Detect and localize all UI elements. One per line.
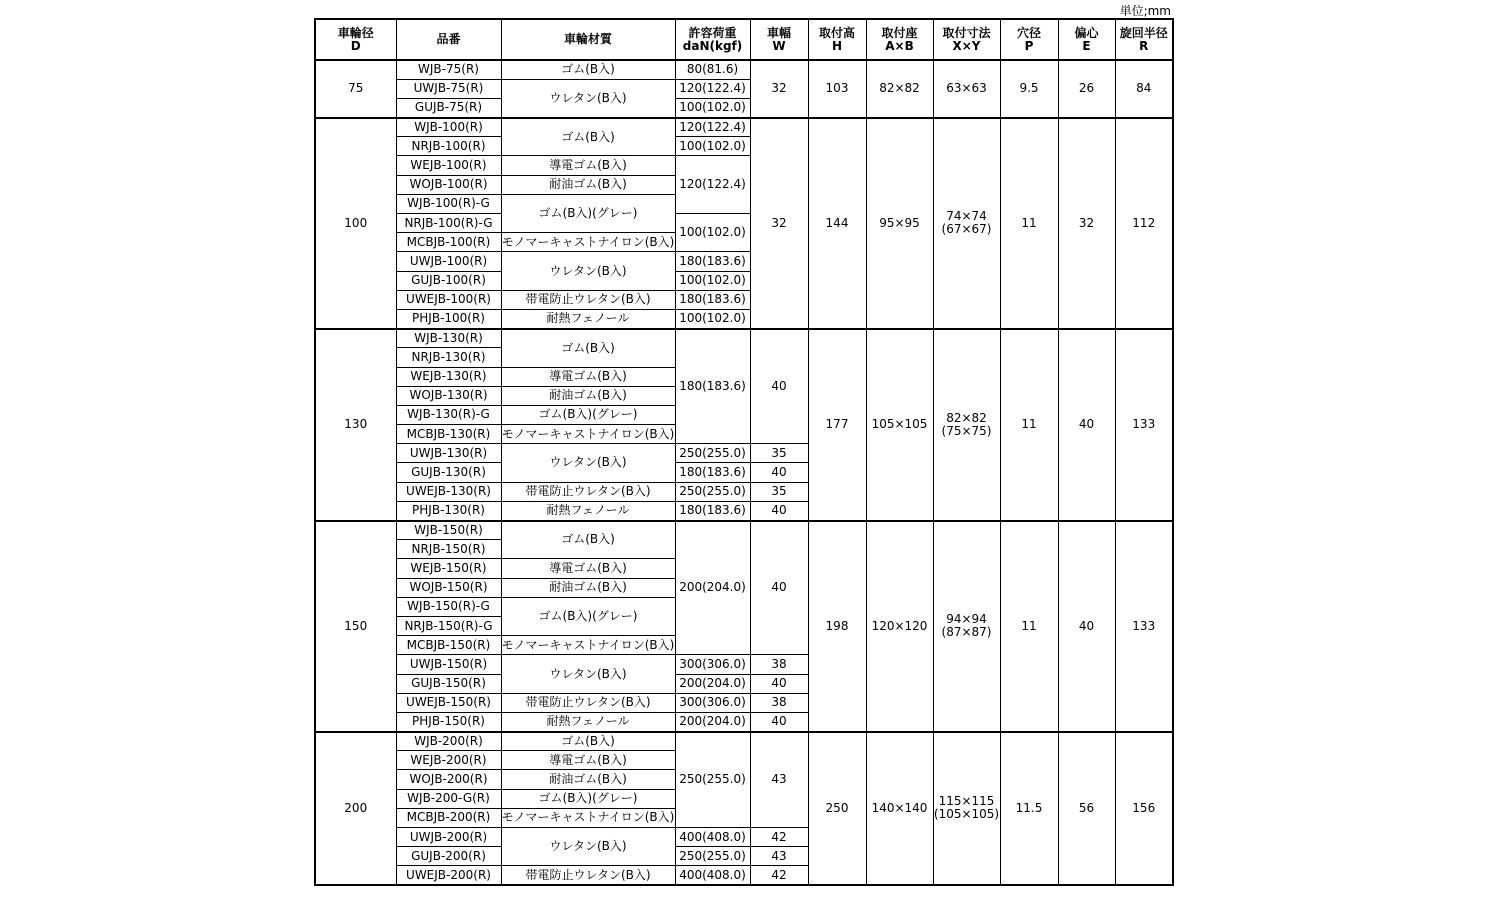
part-number-cell: WOJB-150(R) [396, 578, 501, 597]
mount-height-cell: 103 [808, 60, 866, 118]
mount-dimension-line: 82×82 [946, 410, 987, 425]
load-cell: 80(81.6) [675, 60, 750, 79]
material-cell: ゴム(B入)(グレー) [501, 597, 675, 635]
load-cell: 180(183.6) [675, 252, 750, 271]
load-cell: 100(102.0) [675, 309, 750, 328]
part-number-cell: WEJB-100(R) [396, 156, 501, 175]
swivel-radius-cell: 112 [1115, 118, 1173, 329]
material-cell: モノマーキャストナイロン(B入) [501, 425, 675, 444]
load-cell: 100(102.0) [675, 271, 750, 290]
mount-dimensions-cell [933, 732, 1000, 886]
part-number-cell: PHJB-130(R) [396, 501, 501, 520]
swivel-radius-cell: 156 [1115, 732, 1173, 886]
part-number-cell: NRJB-130(R) [396, 348, 501, 367]
width-cell: 42 [750, 828, 808, 847]
part-number-cell: GUJB-75(R) [396, 98, 501, 117]
offset-cell: 40 [1058, 521, 1115, 732]
material-cell: ウレタン(B入) [501, 655, 675, 693]
wheel-diameter-cell: 75 [315, 60, 396, 118]
caster-spec-table [314, 18, 1174, 886]
mount-plate-cell: 95×95 [866, 118, 933, 329]
width-cell: 32 [750, 60, 808, 118]
part-number-cell: NRJB-150(R)-G [396, 616, 501, 635]
load-cell: 180(183.6) [675, 463, 750, 482]
header-mount-plate: 取付座 A×B [866, 19, 933, 60]
material-cell: 耐油ゴム(B入) [501, 175, 675, 194]
wheel-diameter-cell: 130 [315, 329, 396, 521]
mount-dimension-line: 94×94 [946, 612, 987, 627]
part-number-cell: WOJB-130(R) [396, 386, 501, 405]
load-cell: 300(306.0) [675, 693, 750, 712]
material-cell: ゴム(B入)(グレー) [501, 194, 675, 232]
width-cell: 42 [750, 866, 808, 885]
width-cell: 35 [750, 444, 808, 463]
hole-diameter-cell: 9.5 [1000, 60, 1058, 118]
material-cell: 帯電防止ウレタン(B入) [501, 482, 675, 501]
material-cell: モノマーキャストナイロン(B入) [501, 636, 675, 655]
header-mount-height: 取付高 H [808, 19, 866, 60]
part-number-cell: MCBJB-100(R) [396, 233, 501, 252]
table-body [315, 60, 1173, 885]
table-row [315, 118, 1173, 137]
width-cell: 40 [750, 712, 808, 731]
mount-dimension-line: (105×105) [933, 807, 1000, 822]
width-cell: 38 [750, 693, 808, 712]
load-cell: 180(183.6) [675, 501, 750, 520]
header-wheel-diameter: 車輪径 D [315, 19, 396, 60]
width-cell: 43 [750, 847, 808, 866]
load-cell: 250(255.0) [675, 732, 750, 828]
load-cell: 250(255.0) [675, 482, 750, 501]
material-cell: ゴム(B入) [501, 329, 675, 367]
part-number-cell: NRJB-150(R) [396, 540, 501, 559]
mount-height-cell: 144 [808, 118, 866, 329]
material-cell: 導電ゴム(B入) [501, 559, 675, 578]
mount-height-cell: 177 [808, 329, 866, 521]
load-cell: 180(183.6) [675, 290, 750, 309]
part-number-cell: WEJB-200(R) [396, 751, 501, 770]
mount-dimensions-cell [933, 118, 1000, 329]
width-cell: 40 [750, 463, 808, 482]
load-cell: 400(408.0) [675, 828, 750, 847]
load-cell: 200(204.0) [675, 674, 750, 693]
load-cell: 200(204.0) [675, 712, 750, 731]
width-cell: 38 [750, 655, 808, 674]
part-number-cell: NRJB-100(R) [396, 137, 501, 156]
material-cell: 帯電防止ウレタン(B入) [501, 866, 675, 885]
mount-dimension-line: (75×75) [941, 423, 992, 438]
part-number-cell: WOJB-100(R) [396, 175, 501, 194]
mount-dimension-line: (67×67) [941, 222, 992, 237]
material-cell: ウレタン(B入) [501, 444, 675, 482]
load-cell: 300(306.0) [675, 655, 750, 674]
header-allowable-load: 許容荷重 daN(kgf) [675, 19, 750, 60]
part-number-cell: WEJB-130(R) [396, 367, 501, 386]
offset-cell: 40 [1058, 329, 1115, 521]
material-cell: 耐熱フェノール [501, 309, 675, 328]
width-cell: 40 [750, 674, 808, 693]
part-number-cell: UWJB-100(R) [396, 252, 501, 271]
material-cell: ウレタン(B入) [501, 828, 675, 866]
table-row [315, 329, 1173, 348]
load-cell: 250(255.0) [675, 847, 750, 866]
load-cell: 100(102.0) [675, 214, 750, 252]
material-cell: 帯電防止ウレタン(B入) [501, 693, 675, 712]
part-number-cell: PHJB-100(R) [396, 309, 501, 328]
part-number-cell: WEJB-150(R) [396, 559, 501, 578]
part-number-cell: UWJB-75(R) [396, 79, 501, 98]
width-cell: 35 [750, 482, 808, 501]
part-number-cell: GUJB-100(R) [396, 271, 501, 290]
part-number-cell: WJB-130(R) [396, 329, 501, 348]
load-cell: 200(204.0) [675, 521, 750, 655]
load-cell: 120(122.4) [675, 156, 750, 214]
material-cell: 耐熱フェノール [501, 501, 675, 520]
material-cell: 導電ゴム(B入) [501, 751, 675, 770]
width-cell: 32 [750, 118, 808, 329]
part-number-cell: GUJB-150(R) [396, 674, 501, 693]
material-cell: 帯電防止ウレタン(B入) [501, 290, 675, 309]
load-cell: 100(102.0) [675, 137, 750, 156]
material-cell: 耐油ゴム(B入) [501, 386, 675, 405]
hole-diameter-cell: 11.5 [1000, 732, 1058, 886]
material-cell: 耐油ゴム(B入) [501, 578, 675, 597]
part-number-cell: WOJB-200(R) [396, 770, 501, 789]
header-swivel-radius: 旋回半径 R [1115, 19, 1173, 60]
material-cell: 耐熱フェノール [501, 712, 675, 731]
part-number-cell: UWEJB-200(R) [396, 866, 501, 885]
header-mount-dimensions: 取付寸法 X×Y [933, 19, 1000, 60]
header-offset: 偏心 E [1058, 19, 1115, 60]
part-number-cell: GUJB-200(R) [396, 847, 501, 866]
load-cell: 120(122.4) [675, 118, 750, 137]
part-number-cell: UWJB-130(R) [396, 444, 501, 463]
material-cell: 導電ゴム(B入) [501, 367, 675, 386]
mount-dimension-line: (87×87) [941, 625, 992, 640]
wheel-diameter-cell: 150 [315, 521, 396, 732]
mount-height-cell: 250 [808, 732, 866, 886]
width-cell: 40 [750, 329, 808, 444]
part-number-cell: MCBJB-200(R) [396, 808, 501, 827]
part-number-cell: GUJB-130(R) [396, 463, 501, 482]
material-cell: モノマーキャストナイロン(B入) [501, 233, 675, 252]
mount-plate-cell: 140×140 [866, 732, 933, 886]
offset-cell: 56 [1058, 732, 1115, 886]
material-cell: 耐油ゴム(B入) [501, 770, 675, 789]
load-cell: 400(408.0) [675, 866, 750, 885]
mount-plate-cell: 105×105 [866, 329, 933, 521]
part-number-cell: UWEJB-100(R) [396, 290, 501, 309]
mount-dimensions-cell [933, 329, 1000, 521]
mount-dimension-line: 63×63 [946, 81, 987, 96]
part-number-cell: PHJB-150(R) [396, 712, 501, 731]
material-cell: 導電ゴム(B入) [501, 156, 675, 175]
wheel-diameter-cell: 100 [315, 118, 396, 329]
header-row [315, 19, 1173, 60]
material-cell: ゴム(B入)(グレー) [501, 405, 675, 424]
material-cell: ゴム(B入) [501, 521, 675, 559]
part-number-cell: UWJB-200(R) [396, 828, 501, 847]
part-number-cell: UWJB-150(R) [396, 655, 501, 674]
part-number-cell: WJB-200-G(R) [396, 789, 501, 808]
table-row [315, 521, 1173, 540]
part-number-cell: MCBJB-130(R) [396, 425, 501, 444]
part-number-cell: UWEJB-150(R) [396, 693, 501, 712]
mount-height-cell: 198 [808, 521, 866, 732]
mount-dimensions-cell [933, 60, 1000, 118]
width-cell: 43 [750, 732, 808, 828]
part-number-cell: MCBJB-150(R) [396, 636, 501, 655]
mount-plate-cell: 82×82 [866, 60, 933, 118]
part-number-cell: WJB-75(R) [396, 60, 501, 79]
header-wheel-width: 車幅 W [750, 19, 808, 60]
material-cell: ウレタン(B入) [501, 79, 675, 117]
mount-plate-cell: 120×120 [866, 521, 933, 732]
material-cell: ゴム(B入)(グレー) [501, 789, 675, 808]
part-number-cell: WJB-100(R)-G [396, 194, 501, 213]
hole-diameter-cell: 11 [1000, 118, 1058, 329]
mount-dimension-line: 74×74 [946, 209, 987, 224]
mount-dimension-line: 115×115 [938, 794, 995, 809]
mount-dimensions-cell [933, 521, 1000, 732]
hole-diameter-cell: 11 [1000, 329, 1058, 521]
part-number-cell: WJB-130(R)-G [396, 405, 501, 424]
swivel-radius-cell: 133 [1115, 521, 1173, 732]
load-cell: 100(102.0) [675, 98, 750, 117]
load-cell: 120(122.4) [675, 79, 750, 98]
part-number-cell: WJB-150(R) [396, 521, 501, 540]
offset-cell: 32 [1058, 118, 1115, 329]
wheel-diameter-cell: 200 [315, 732, 396, 886]
part-number-cell: UWEJB-130(R) [396, 482, 501, 501]
header-hole-diameter: 穴径 P [1000, 19, 1058, 60]
width-cell: 40 [750, 521, 808, 655]
hole-diameter-cell: 11 [1000, 521, 1058, 732]
part-number-cell: WJB-150(R)-G [396, 597, 501, 616]
offset-cell: 26 [1058, 60, 1115, 118]
table-row [315, 732, 1173, 751]
table-row [315, 60, 1173, 79]
header-wheel-material: 車輪材質 [501, 19, 675, 60]
swivel-radius-cell: 84 [1115, 60, 1173, 118]
material-cell: ゴム(B入) [501, 60, 675, 79]
part-number-cell: WJB-100(R) [396, 118, 501, 137]
load-cell: 250(255.0) [675, 444, 750, 463]
width-cell: 40 [750, 501, 808, 520]
unit-label: 単位;mm [1119, 4, 1171, 18]
header-part-number: 品番 [396, 19, 501, 60]
swivel-radius-cell: 133 [1115, 329, 1173, 521]
material-cell: モノマーキャストナイロン(B入) [501, 808, 675, 827]
load-cell: 180(183.6) [675, 329, 750, 444]
material-cell: ゴム(B入) [501, 118, 675, 156]
material-cell: ウレタン(B入) [501, 252, 675, 290]
part-number-cell: WJB-200(R) [396, 732, 501, 751]
material-cell: ゴム(B入) [501, 732, 675, 751]
part-number-cell: NRJB-100(R)-G [396, 214, 501, 233]
